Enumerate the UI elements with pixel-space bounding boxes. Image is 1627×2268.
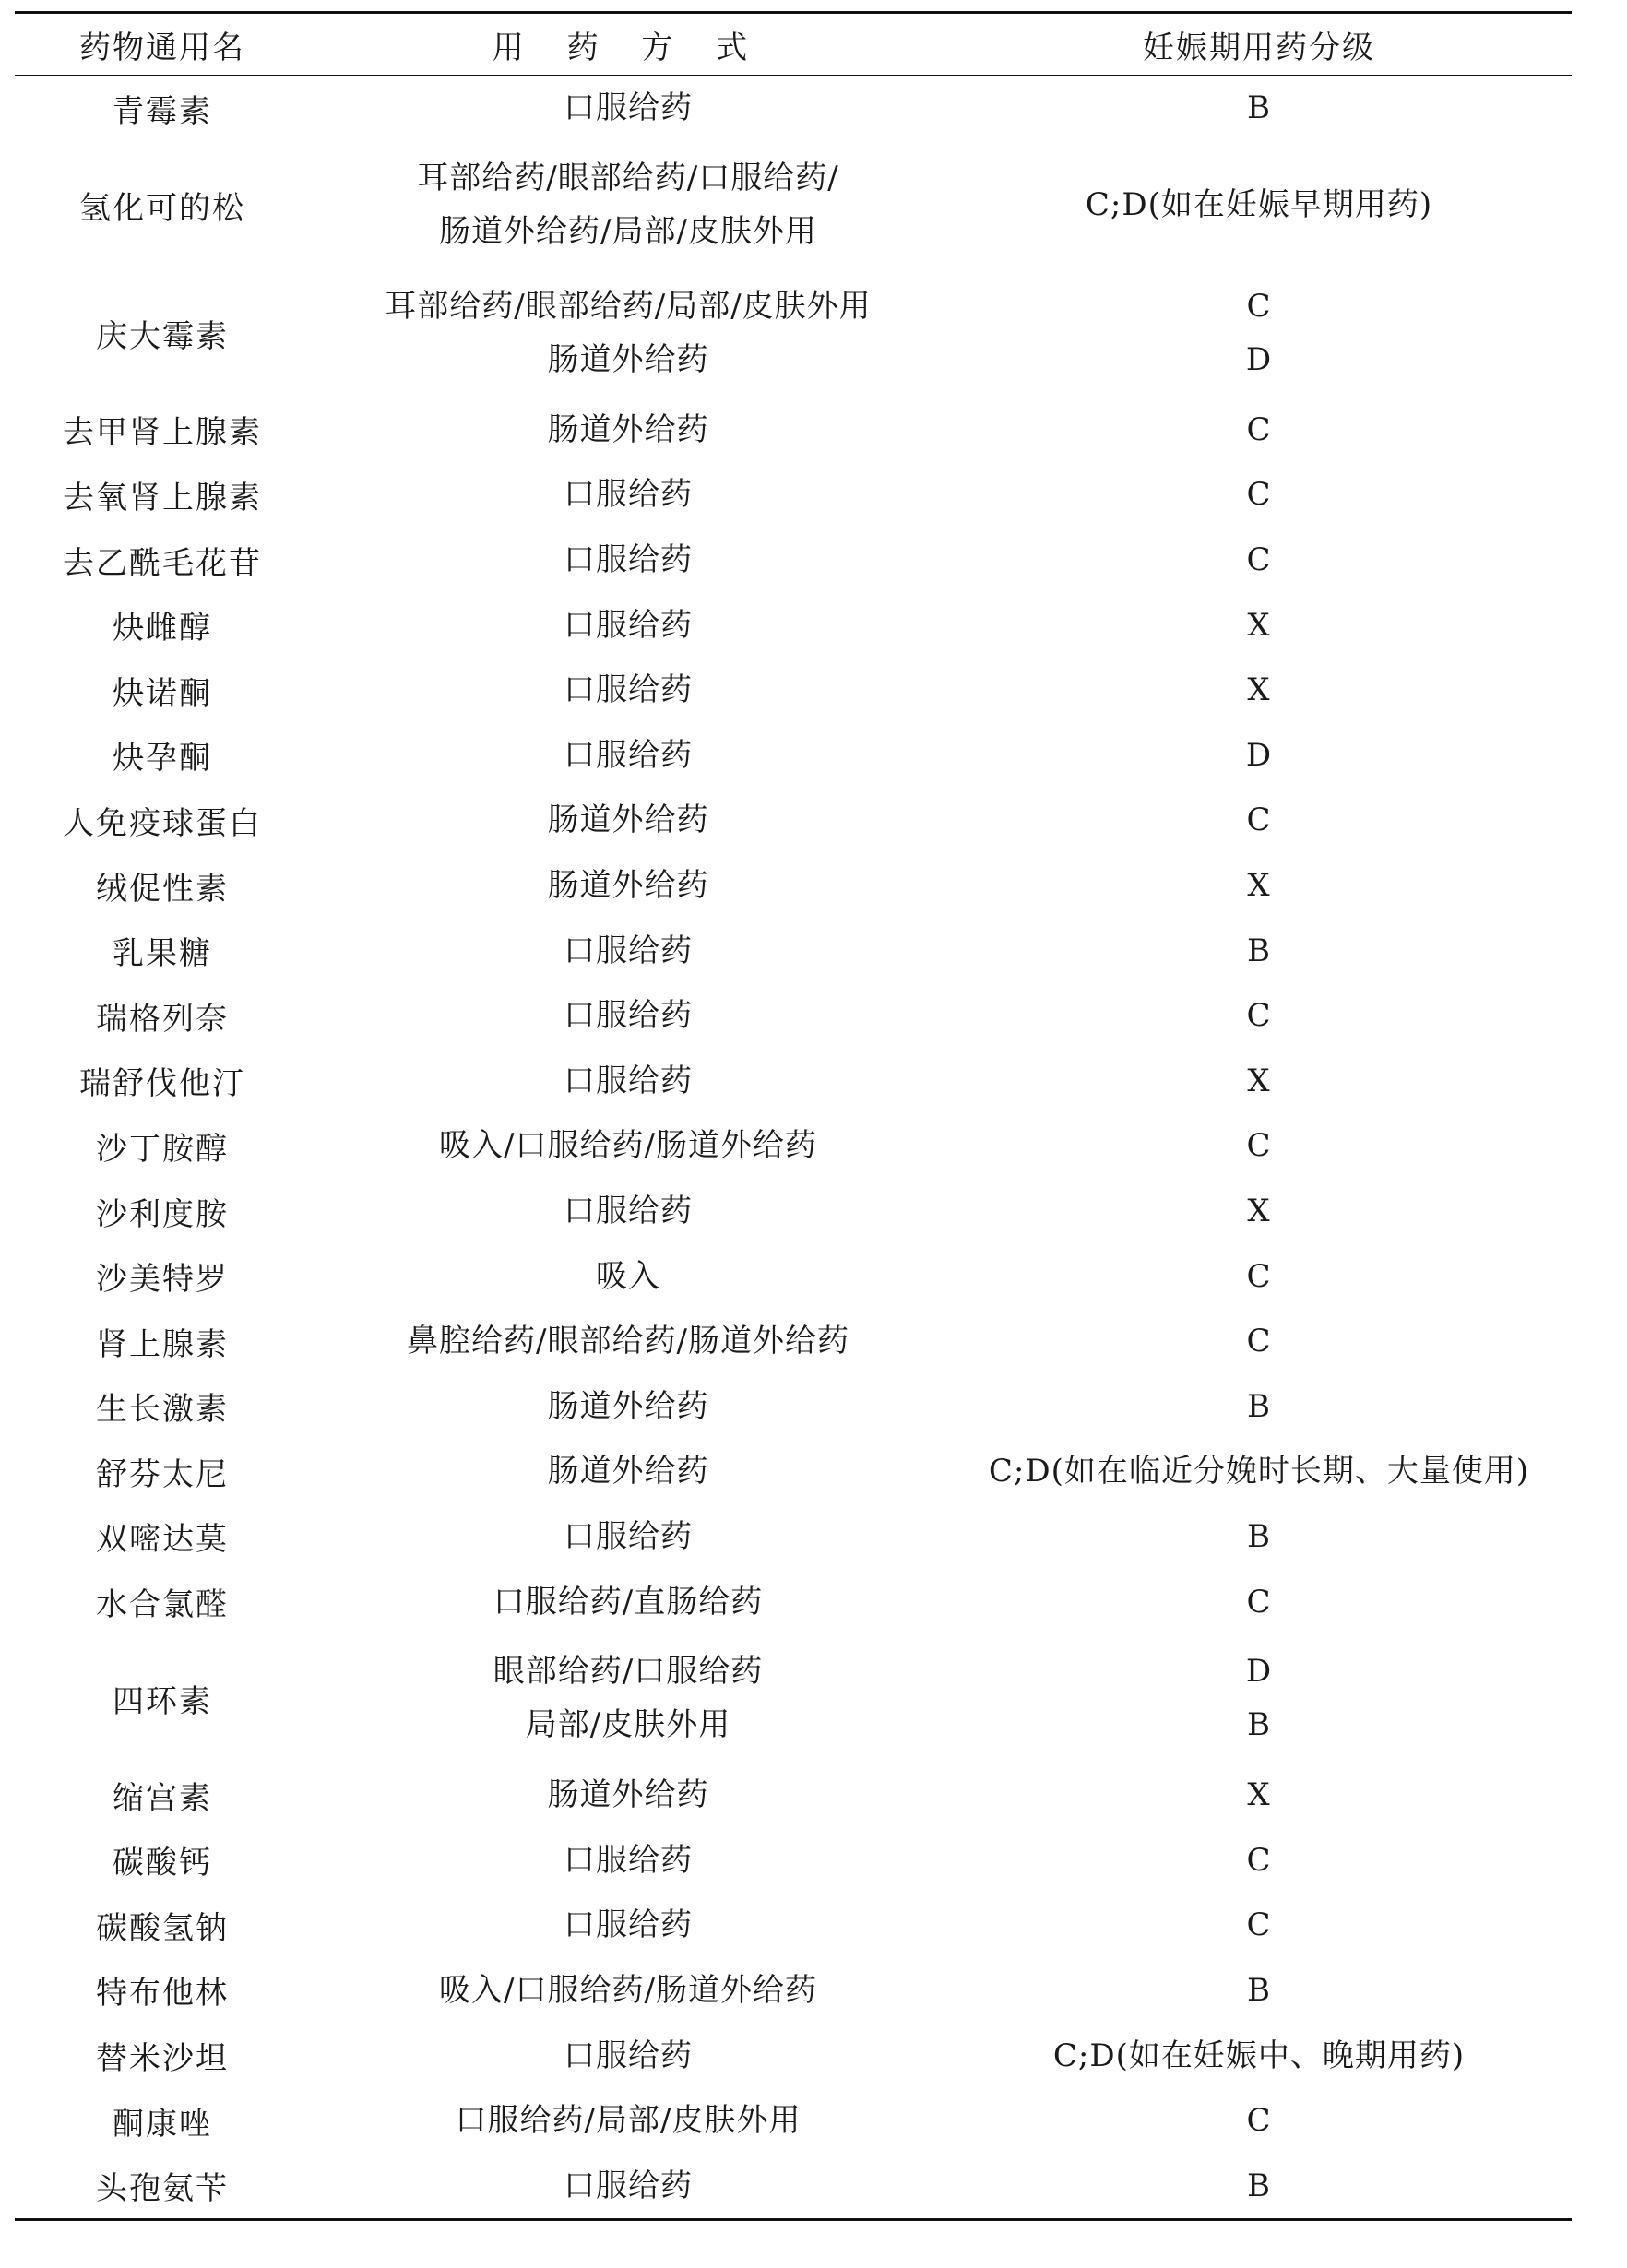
grade-line: B — [1247, 1971, 1271, 2009]
route-cell — [310, 1768, 946, 1822]
drug-name-cell: 青霉素 — [113, 92, 212, 130]
route-cell — [310, 924, 946, 978]
pregnancy-grade-cell — [946, 924, 1572, 978]
pregnancy-grade-cell — [946, 2029, 1572, 2083]
drug-name-cell: 绒促性素 — [96, 870, 229, 908]
table-row — [15, 1179, 1572, 1244]
table-row — [15, 528, 1572, 593]
route-line: 肠道外给药 — [547, 410, 709, 448]
drug-name-cell: 替米沙坦 — [96, 2040, 229, 2078]
grade-line: C — [1246, 1583, 1272, 1621]
route-cell — [310, 793, 946, 847]
route-line: 口服给药 — [564, 1193, 693, 1230]
table-row — [15, 269, 1572, 398]
route-line: 口服给药 — [564, 476, 693, 514]
route-line: 口服给药 — [564, 1062, 693, 1099]
grade-line: X — [1247, 867, 1271, 905]
drug-name-cell: 炔诺酮 — [113, 674, 212, 712]
grade-line: B — [1247, 89, 1271, 127]
drug-name-cell: 四环素 — [113, 1682, 212, 1720]
route-line: 鼻腔给药/眼部给药/肠道外给药 — [407, 1323, 849, 1360]
route-cell — [310, 1964, 946, 2017]
route-cell — [310, 533, 946, 587]
pregnancy-grade-cell — [946, 1380, 1572, 1433]
table-row — [15, 853, 1572, 919]
drug-name-cell: 双嘧达莫 — [96, 1521, 229, 1559]
route-line: 肠道外给药 — [547, 341, 709, 379]
pregnancy-grade-cell — [946, 1184, 1572, 1238]
route-line: 局部/皮肤外用 — [525, 1706, 731, 1744]
route-cell — [310, 599, 946, 652]
pregnancy-grade-cell — [946, 663, 1572, 717]
route-cell — [310, 1575, 946, 1629]
drug-name-cell: 庆大霉素 — [96, 317, 229, 355]
pregnancy-grade-cell — [946, 1768, 1572, 1822]
pregnancy-grade-cell — [946, 793, 1572, 847]
grade-line: C — [1246, 1323, 1272, 1360]
grade-line: C;D(如在临近分娩时长期、大量使用) — [988, 1453, 1530, 1490]
route-line: 肠道外给药/局部/皮肤外用 — [439, 213, 817, 251]
route-cell — [310, 1834, 946, 1887]
pregnancy-grade-cell — [946, 989, 1572, 1042]
route-line: 口服给药 — [564, 89, 693, 127]
route-cell — [310, 729, 946, 782]
route-line: 口服给药 — [564, 1517, 693, 1555]
grade-line: C — [1246, 1257, 1272, 1295]
route-cell — [310, 151, 946, 258]
grade-line: B — [1247, 1387, 1271, 1425]
route-line: 肠道外给药 — [547, 1387, 709, 1425]
route-line: 肠道外给药 — [547, 802, 709, 839]
route-line: 肠道外给药 — [547, 1776, 709, 1814]
grade-line: C — [1246, 1127, 1272, 1165]
route-line: 口服给药 — [564, 606, 693, 644]
grade-line: C — [1246, 288, 1272, 326]
route-cell — [310, 2159, 946, 2213]
pregnancy-grade-cell — [946, 729, 1572, 782]
route-line: 口服给药 — [564, 1906, 693, 1944]
pregnancy-grade-cell — [946, 1645, 1572, 1751]
drug-name-cell: 氢化可的松 — [79, 189, 245, 227]
drug-pregnancy-table — [15, 11, 1572, 2221]
table-row — [15, 1504, 1572, 1570]
route-cell — [310, 2094, 946, 2147]
route-line: 吸入/口服给药/肠道外给药 — [439, 1971, 817, 2009]
table-row — [15, 1634, 1572, 1763]
table-row — [15, 2153, 1572, 2218]
route-cell — [310, 81, 946, 135]
route-line: 口服给药 — [564, 671, 693, 709]
grade-line: X — [1247, 1193, 1271, 1230]
pregnancy-grade-cell — [946, 1314, 1572, 1368]
table-row — [15, 788, 1572, 853]
pregnancy-grade-cell — [946, 533, 1572, 587]
table-row — [15, 1049, 1572, 1114]
drug-name-cell: 沙利度胺 — [96, 1195, 229, 1233]
table-row — [15, 462, 1572, 528]
route-cell — [310, 1314, 946, 1368]
pregnancy-grade-cell — [946, 1834, 1572, 1887]
pregnancy-grade-cell — [946, 859, 1572, 912]
grade-line: C — [1246, 1841, 1272, 1879]
route-cell — [310, 1184, 946, 1238]
pregnancy-grade-cell — [946, 1964, 1572, 2017]
grade-line: C — [1246, 997, 1272, 1035]
table-row — [15, 1763, 1572, 1828]
pregnancy-grade-cell — [946, 1119, 1572, 1172]
table-row — [15, 723, 1572, 789]
route-line: 口服给药 — [564, 997, 693, 1035]
table-row — [15, 1243, 1572, 1309]
route-cell — [310, 2029, 946, 2083]
table-row — [15, 1374, 1572, 1440]
route-line: 口服给药 — [564, 2167, 693, 2204]
drug-name-cell: 炔雌醇 — [113, 610, 212, 647]
drug-name-cell: 缩宫素 — [113, 1779, 212, 1817]
grade-line: C — [1246, 476, 1272, 514]
table-row — [15, 658, 1572, 723]
pregnancy-grade-cell — [946, 178, 1572, 232]
drug-name-cell: 乳果糖 — [113, 935, 212, 973]
route-cell — [310, 1380, 946, 1433]
grade-line: D — [1245, 736, 1273, 774]
grade-line: D — [1245, 1653, 1273, 1691]
drug-name-cell: 去氧肾上腺素 — [63, 479, 262, 517]
grade-line: C — [1246, 1906, 1272, 1944]
route-cell — [310, 1119, 946, 1172]
pregnancy-grade-cell — [946, 1575, 1572, 1629]
table-row — [15, 1569, 1572, 1634]
drug-name-cell: 瑞舒伐他汀 — [79, 1065, 245, 1103]
header-route: 用 药 方 式 — [492, 29, 765, 66]
table-row — [15, 141, 1572, 269]
grade-line: C — [1246, 410, 1272, 448]
drug-name-cell: 头孢氨苄 — [96, 2170, 229, 2208]
drug-name-cell: 酮康唑 — [113, 2105, 212, 2143]
header-pregnancy-grade: 妊娠期用药分级 — [1143, 29, 1375, 66]
grade-line: X — [1247, 671, 1271, 709]
route-line: 耳部给药/眼部给药/口服给药/ — [417, 160, 839, 197]
drug-name-cell: 去乙酰毛花苷 — [63, 544, 262, 582]
route-line: 口服给药/局部/皮肤外用 — [455, 2102, 802, 2140]
table-row — [15, 1309, 1572, 1374]
table-row — [15, 1958, 1572, 2024]
bottom-rule — [15, 2218, 1572, 2221]
route-cell — [310, 468, 946, 521]
route-cell — [310, 1510, 946, 1563]
grade-line: X — [1247, 606, 1271, 644]
drug-name-cell: 生长激素 — [96, 1391, 229, 1429]
drug-name-cell: 特布他林 — [96, 1975, 229, 2013]
drug-name-cell: 炔孕酮 — [113, 740, 212, 778]
table-row — [15, 2088, 1572, 2154]
table-row — [15, 918, 1572, 983]
route-line: 眼部给药/口服给药 — [493, 1653, 764, 1691]
table-row — [15, 1113, 1572, 1179]
table-row — [15, 2023, 1572, 2088]
grade-line: D — [1245, 341, 1273, 379]
grade-line: C — [1246, 541, 1272, 579]
drug-name-cell: 沙丁胺醇 — [96, 1130, 229, 1168]
drug-name-cell: 人免疫球蛋白 — [63, 804, 262, 842]
route-line: 耳部给药/眼部给药/局部/皮肤外用 — [385, 288, 872, 326]
grade-line: C — [1246, 802, 1272, 839]
drug-name-cell: 碳酸氢钠 — [96, 1909, 229, 1947]
drug-name-cell: 肾上腺素 — [96, 1325, 229, 1363]
table-body — [15, 76, 1572, 2218]
route-line: 肠道外给药 — [547, 867, 709, 905]
table-row — [15, 983, 1572, 1049]
route-cell — [310, 663, 946, 717]
route-cell — [310, 1645, 946, 1751]
route-line: 口服给药 — [564, 736, 693, 774]
pregnancy-grade-cell — [946, 1250, 1572, 1303]
route-line: 吸入 — [596, 1257, 660, 1295]
route-line: 口服给药 — [564, 932, 693, 969]
pregnancy-grade-cell — [946, 81, 1572, 135]
grade-line: C — [1246, 2102, 1272, 2140]
grade-line: B — [1247, 932, 1271, 969]
grade-line: B — [1247, 1517, 1271, 1555]
pregnancy-grade-cell — [946, 279, 1572, 386]
table-row — [15, 1893, 1572, 1958]
table-row — [15, 76, 1572, 141]
route-cell — [310, 859, 946, 912]
drug-name-cell: 去甲肾上腺素 — [63, 414, 262, 452]
grade-line: B — [1247, 2167, 1271, 2204]
drug-name-cell: 水合氯醛 — [96, 1586, 229, 1624]
drug-name-cell: 瑞格列奈 — [96, 1000, 229, 1038]
pregnancy-grade-cell — [946, 1054, 1572, 1108]
route-line: 口服给药 — [564, 1841, 693, 1879]
grade-line: X — [1247, 1776, 1271, 1814]
header-drug-name: 药物通用名 — [79, 29, 245, 66]
drug-name-cell: 沙美特罗 — [96, 1261, 229, 1299]
grade-line: C;D(如在妊娠中、晚期用药) — [1052, 2036, 1466, 2074]
route-line: 肠道外给药 — [547, 1453, 709, 1490]
grade-line: X — [1247, 1062, 1271, 1099]
route-cell — [310, 1898, 946, 1952]
table-row — [15, 398, 1572, 463]
grade-line: C;D(如在妊娠早期用药) — [1085, 186, 1433, 224]
drug-name-cell: 碳酸钙 — [113, 1845, 212, 1882]
pregnancy-grade-cell — [946, 1510, 1572, 1563]
route-cell — [310, 1054, 946, 1108]
drug-name-cell: 舒芬太尼 — [96, 1455, 229, 1493]
pregnancy-grade-cell — [946, 1898, 1572, 1952]
route-cell — [310, 1250, 946, 1303]
route-cell — [310, 403, 946, 457]
route-cell — [310, 989, 946, 1042]
pregnancy-grade-cell — [946, 2094, 1572, 2147]
route-line: 吸入/口服给药/肠道外给药 — [439, 1127, 817, 1165]
pregnancy-grade-cell — [946, 403, 1572, 457]
table-row — [15, 592, 1572, 658]
table-row — [15, 1827, 1572, 1893]
pregnancy-grade-cell — [946, 2159, 1572, 2213]
pregnancy-grade-cell — [946, 1444, 1572, 1498]
table-row — [15, 1439, 1572, 1504]
grade-line: B — [1247, 1706, 1271, 1744]
pregnancy-grade-cell — [946, 599, 1572, 652]
route-cell — [310, 1444, 946, 1498]
table-header — [15, 14, 1572, 75]
route-line: 口服给药 — [564, 2036, 693, 2074]
route-line: 口服给药/直肠给药 — [493, 1583, 764, 1621]
route-line: 口服给药 — [564, 541, 693, 579]
route-cell — [310, 279, 946, 386]
pregnancy-grade-cell — [946, 468, 1572, 521]
